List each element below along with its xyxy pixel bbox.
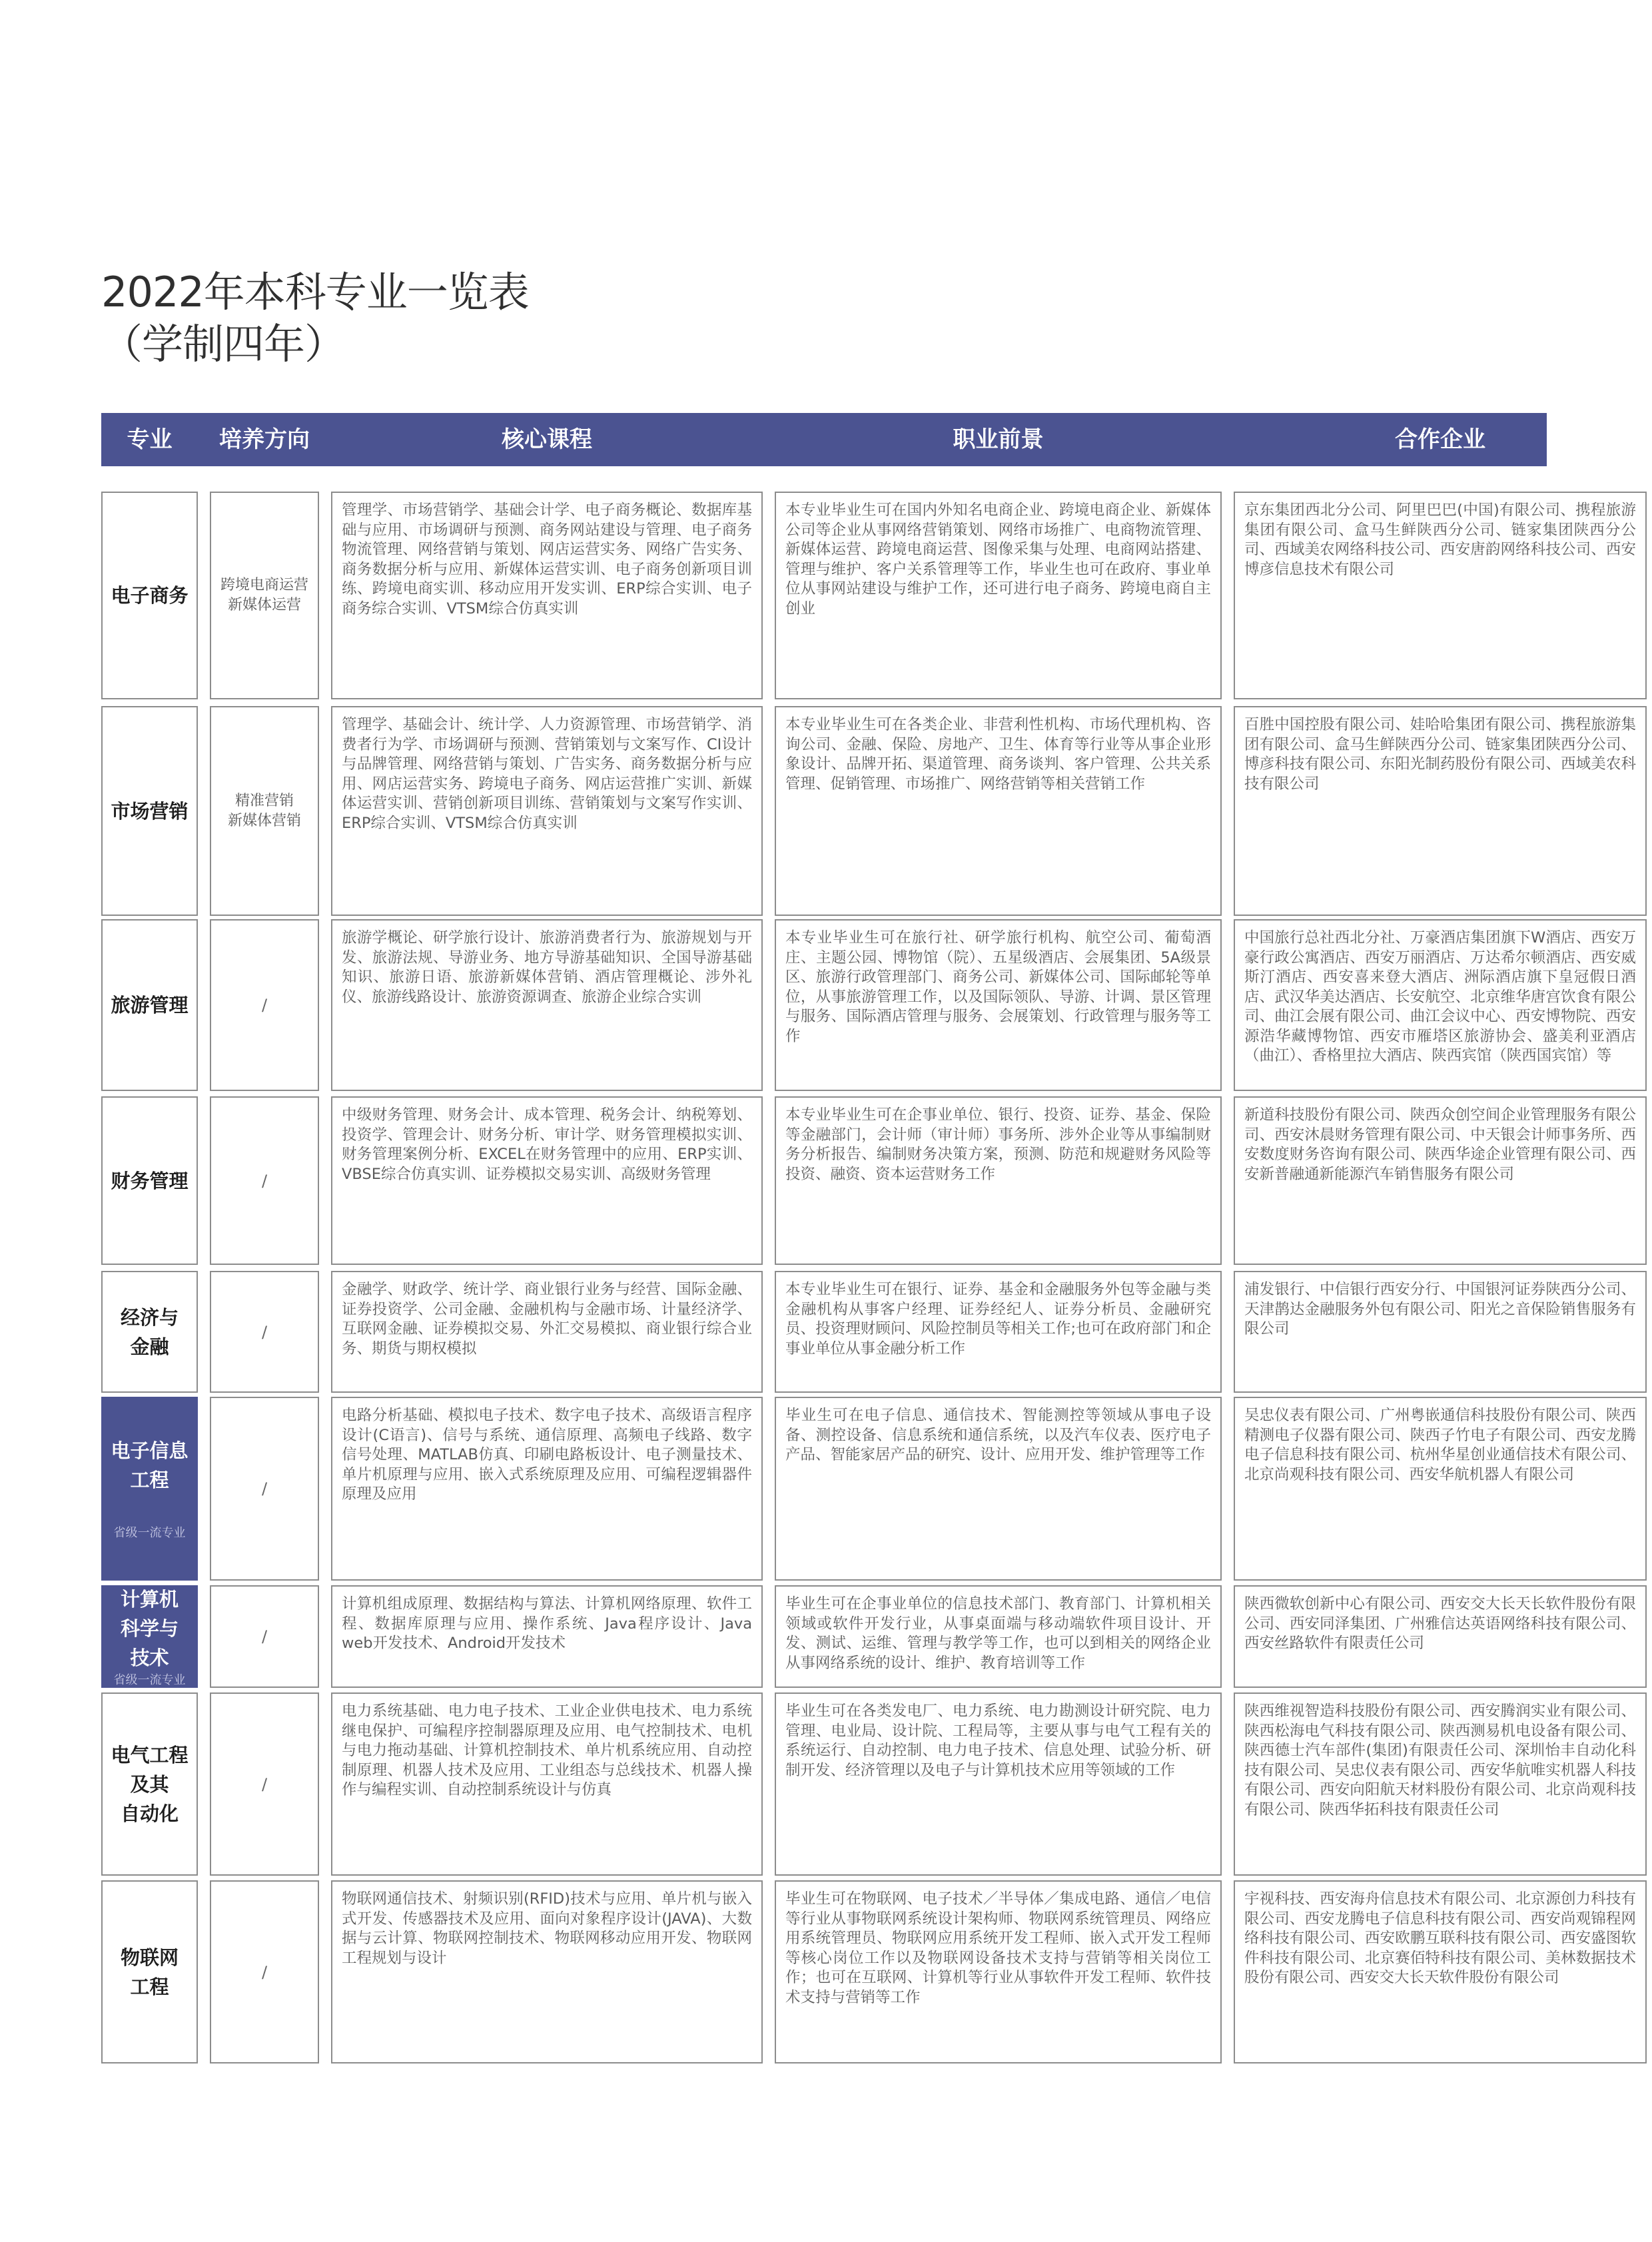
table-row — [101, 492, 1636, 699]
header-prospects: 职业前景 — [953, 426, 1044, 453]
direction-cell — [210, 1880, 319, 2063]
direction-text: / — [261, 1774, 268, 1794]
direction-cell — [210, 706, 319, 916]
prospects-cell: 毕业生可在电子信息、通信技术、智能测控等领域从事电子设备、测控设备、信息系统和通信系统，以及汽车仪表、医疗电子产品、智能家居产品的研究、设计、应用开发、维护管理等工作 — [775, 1397, 1222, 1581]
courses-cell: 物联网通信技术、射频识别(RFID)技术与应用、单片机与嵌入式开发、传感器技术及应用、面向对象程序设计(JAVA)、大数据与云计算、物联网控制技术、物联网移动应用开发、物联网工程规划与设计 — [331, 1880, 763, 2063]
direction-text: 精准营销 新媒体营销 — [227, 792, 301, 829]
prospects-cell: 毕业生可在各类发电厂、电力系统、电力勘测设计研究院、电力管理、电业局、设计院、工程局等，主要从事与电气工程有关的系统运行、自动控制、电力电子技术、信息处理、试验分析、研制开发、经济管理以及电子与计算机技术应用等领域的工作 — [775, 1692, 1222, 1876]
direction-text: / — [261, 1962, 268, 1982]
major-name: 计算机 科学与 技术 — [120, 1588, 179, 1669]
table-row — [101, 1692, 1636, 1876]
table-header — [101, 413, 1547, 466]
table-row — [101, 1585, 1636, 1688]
direction-text: / — [261, 1322, 268, 1341]
major-name: 经济与 金融 — [120, 1306, 179, 1358]
table-row — [101, 919, 1636, 1091]
table-row — [101, 1271, 1636, 1393]
table-row — [101, 706, 1636, 916]
direction-cell — [210, 492, 319, 699]
courses-cell: 中级财务管理、财务会计、成本管理、税务会计、纳税筹划、投资学、管理会计、财务分析、审计学、财务管理模拟实训、财务管理案例分析、EXCEL在财务管理中的应用、ERP实训、VBSE综合仿真实训、证券模拟交易实训、高级财务管理 — [331, 1096, 763, 1265]
direction-cell — [210, 1692, 319, 1876]
prospects-cell: 本专业毕业生可在国内外知名电商企业、跨境电商企业、新媒体公司等企业从事网络营销策划、网络市场推广、电商物流管理、新媒体运营、跨境电商运营、图像采集与处理、电商网站搭建、管理与维护、客户关系管理等工作，毕业生也可在政府、事业单位从事网站建设与维护工作，还可进行电子商务、跨境电商自主创业 — [775, 492, 1222, 699]
partners-cell: 浦发银行、中信银行西安分行、中国银河证券陕西分公司、天津鹊达金融服务外包有限公司、阳光之音保险销售服务有限公司 — [1234, 1271, 1647, 1393]
direction-cell — [210, 1096, 319, 1265]
major-name: 市场营销 — [111, 799, 189, 823]
courses-cell: 旅游学概论、研学旅行设计、旅游消费者行为、旅游规划与开发、旅游法规、导游业务、地方导游基础知识、全国导游基础知识、旅游日语、旅游新媒体营销、酒店管理概论、涉外礼仪、旅游线路设计、旅游资源调查、旅游企业综合实训 — [331, 919, 763, 1091]
page-title-line2: （学制四年） — [101, 320, 346, 368]
prospects-cell: 毕业生可在物联网、电子技术／半导体／集成电路、通信／电信等行业从事物联网系统设计架构师、物联网系统管理员、网络应用系统管理员、物联网应用系统开发工程师、嵌入式开发工程师等核心岗位工作以及物联网设备技术支持与营销等相关岗位工作；也可在互联网、计算机等行业从事软件开发工程师、软件技术支持与营销等工作 — [775, 1880, 1222, 2063]
direction-text: 跨境电商运营 新媒体运营 — [220, 577, 308, 613]
major-cell — [101, 1096, 198, 1265]
header-direction: 培养方向 — [219, 426, 310, 453]
prospects-cell: 本专业毕业生可在银行、证券、基金和金融服务外包等金融与类金融机构从事客户经理、证券经纪人、证券分析员、金融研究员、投资理财顾问、风险控制员等相关工作;也可在政府部门和企事业单位从事金融分析工作 — [775, 1271, 1222, 1393]
direction-text: / — [261, 1627, 268, 1646]
courses-cell: 金融学、财政学、统计学、商业银行业务与经营、国际金融、证券投资学、公司金融、金融机构与金融市场、计量经济学、互联网金融、证券模拟交易、外汇交易模拟、商业银行综合业务、期货与期权模拟 — [331, 1271, 763, 1393]
table-row — [101, 1096, 1636, 1265]
prospects-cell: 本专业毕业生可在企事业单位、银行、投资、证券、基金、保险等金融部门，会计师（审计师）事务所、涉外企业等从事编制财务分析报告、编制财务决策方案，预测、防范和规避财务风险等投资、融资、资本运营财务工作 — [775, 1096, 1222, 1265]
major-name: 电子商务 — [111, 584, 189, 607]
major-cell — [101, 1585, 198, 1688]
prospects-cell: 本专业毕业生可在各类企业、非营利性机构、市场代理机构、咨询公司、金融、保险、房地产、卫生、体育等行业等从事企业形象设计、品牌开拓、渠道管理、商务谈判、客户管理、公共关系管理、促销管理、市场推广、网络营销等相关营销工作 — [775, 706, 1222, 916]
direction-text: / — [261, 1171, 268, 1190]
major-name: 物联网 工程 — [120, 1946, 179, 1998]
header-major: 专业 — [127, 426, 173, 453]
major-cell — [101, 1271, 198, 1393]
header-partners: 合作企业 — [1395, 426, 1485, 453]
major-name: 旅游管理 — [111, 994, 189, 1016]
direction-text: / — [261, 1479, 268, 1498]
courses-cell: 电路分析基础、模拟电子技术、数字电子技术、高级语言程序设计(C语言)、信号与系统、通信原理、高频电子线路、数字信号处理、MATLAB仿真、印刷电路板设计、电子测量技术、单片机原理与应用、嵌入式系统原理及应用、可编程逻辑器件原理及应用 — [331, 1397, 763, 1581]
major-badge: 省级一流专业 — [113, 1526, 186, 1540]
courses-cell: 管理学、市场营销学、基础会计学、电子商务概论、数据库基础与应用、市场调研与预测、商务网站建设与管理、电子商务物流管理、网络营销与策划、网店运营实务、网络广告实务、商务数据分析与应用、新媒体运营实训、电子商务创新项目训练、跨境电商实训、移动应用开发实训、ERP综合实训、电子商务综合实训、VTSM综合仿真实训 — [331, 492, 763, 699]
header-courses: 核心课程 — [502, 426, 592, 453]
direction-cell — [210, 1397, 319, 1581]
partners-cell: 陕西微软创新中心有限公司、西安交大长天长软件股份有限公司、西安同泽集团、广州雅信达英语网络科技有限公司、西安丝路软件有限责任公司 — [1234, 1585, 1647, 1688]
courses-cell: 管理学、基础会计、统计学、人力资源管理、市场营销学、消费者行为学、市场调研与预测、营销策划与文案写作、CI设计与品牌管理、网络营销与策划、广告实务、商务数据分析与应用、网店运营实务、跨境电子商务、网店运营推广实训、新媒体运营实训、营销创新项目训练、营销策划与文案写作实训、ERP综合实训、VTSM综合仿真实训 — [331, 706, 763, 916]
major-name: 财务管理 — [111, 1169, 189, 1192]
major-cell — [101, 1397, 198, 1581]
direction-cell — [210, 1585, 319, 1688]
major-cell — [101, 492, 198, 699]
table-row — [101, 1397, 1636, 1581]
direction-cell — [210, 919, 319, 1091]
partners-cell: 中国旅行总社西北分社、万豪酒店集团旗下W酒店、西安万豪行政公寓酒店、西安万丽酒店、万达希尔顿酒店、西安威斯汀酒店、西安喜来登大酒店、洲际酒店旗下皇冠假日酒店、武汉华美达酒店、长安航空、北京维华唐宫饮食有限公司、曲江会展有限公司、曲江会议中心、西安博物院、西安源浩华藏博物馆、西安市雁塔区旅游协会、盛美利亚酒店（曲江）、香格里拉大酒店、陕西宾馆（陕西国宾馆）等 — [1234, 919, 1647, 1091]
partners-cell: 陕西维视智造科技股份有限公司、西安腾润实业有限公司、陕西松海电气科技有限公司、陕西测易机电设备有限公司、陕西德士汽车部件(集团)有限责任公司、深圳怡丰自动化科技有限公司、吴忠仪表有限公司、西安华航唯实机器人科技有限公司、西安向阳航天材料股份有限公司、北京尚观科技有限公司、陕西华拓科技有限责任公司 — [1234, 1692, 1647, 1876]
courses-cell: 电力系统基础、电力电子技术、工业企业供电技术、电力系统继电保护、可编程序控制器原理及应用、电气控制技术、电机与电力拖动基础、计算机控制技术、单片机系统应用、自动控制原理、机器人技术及应用、工业组态与总线技术、机器人操作与编程实训、自动控制系统设计与仿真 — [331, 1692, 763, 1876]
partners-cell: 京东集团西北分公司、阿里巴巴(中国)有限公司、携程旅游集团有限公司、盒马生鲜陕西分公司、链家集团陕西分公司、西域美农网络科技公司、西安唐韵网络科技公司、西安博彦信息技术有限公司 — [1234, 492, 1647, 699]
major-cell — [101, 706, 198, 916]
courses-cell: 计算机组成原理、数据结构与算法、计算机网络原理、软件工程、数据库原理与应用、操作系统、Java程序设计、Java web开发技术、Android开发技术 — [331, 1585, 763, 1688]
major-name: 电气工程 及其 自动化 — [111, 1743, 189, 1825]
partners-cell: 百胜中国控股有限公司、娃哈哈集团有限公司、携程旅游集团有限公司、盒马生鲜陕西分公司、链家集团陕西分公司、博彦科技有限公司、东阳光制药股份有限公司、西域美农科技有限公司 — [1234, 706, 1647, 916]
major-cell — [101, 919, 198, 1091]
table-row — [101, 1880, 1636, 2063]
major-badge: 省级一流专业 — [113, 1673, 186, 1687]
page-title-line1: 2022年本科专业一览表 — [101, 268, 529, 316]
direction-text: / — [261, 996, 268, 1014]
page-title — [101, 266, 529, 370]
major-cell — [101, 1692, 198, 1876]
major-name: 电子信息 工程 — [111, 1439, 189, 1491]
partners-cell: 宇视科技、西安海舟信息技术有限公司、北京源创力科技有限公司、西安龙腾电子信息科技有限公司、西安尚观锦程网络科技有限公司、西安欧鹏互联科技有限公司、西安盛图软件科技有限公司、北京赛佰特科技有限公司、美林数据技术股份有限公司、西安交大长天软件股份有限公司 — [1234, 1880, 1647, 2063]
prospects-cell: 毕业生可在企事业单位的信息技术部门、教育部门、计算机相关领域或软件开发行业，从事桌面端与移动端软件项目设计、开发、测试、运维、管理与教学等工作，也可以到相关的网络企业从事网络系统的设计、维护、教育培训等工作 — [775, 1585, 1222, 1688]
major-cell — [101, 1880, 198, 2063]
direction-cell — [210, 1271, 319, 1393]
partners-cell: 新道科技股份有限公司、陕西众创空间企业管理服务有限公司、西安沐晨财务管理有限公司、中天银会计师事务所、西安数度财务咨询有限公司、陕西华途企业管理有限公司、西安新普融通新能源汽车销售服务有限公司 — [1234, 1096, 1647, 1265]
partners-cell: 吴忠仪表有限公司、广州粤嵌通信科技股份有限公司、陕西精测电子仪器有限公司、陕西子竹电子有限公司、西安龙腾电子信息科技有限公司、杭州华星创业通信技术有限公司、北京尚观科技有限公司、西安华航机器人有限公司 — [1234, 1397, 1647, 1581]
prospects-cell: 本专业毕业生可在旅行社、研学旅行机构、航空公司、葡萄酒庄、主题公园、博物馆（院）、五星级酒店、会展集团、5A级景区、旅游行政管理部门、商务公司、新媒体公司、国际邮轮等单位，从事旅游管理工作，以及国际领队、导游、计调、景区管理与服务、国际酒店管理与服务、会展策划、行政管理与服务等工作 — [775, 919, 1222, 1091]
